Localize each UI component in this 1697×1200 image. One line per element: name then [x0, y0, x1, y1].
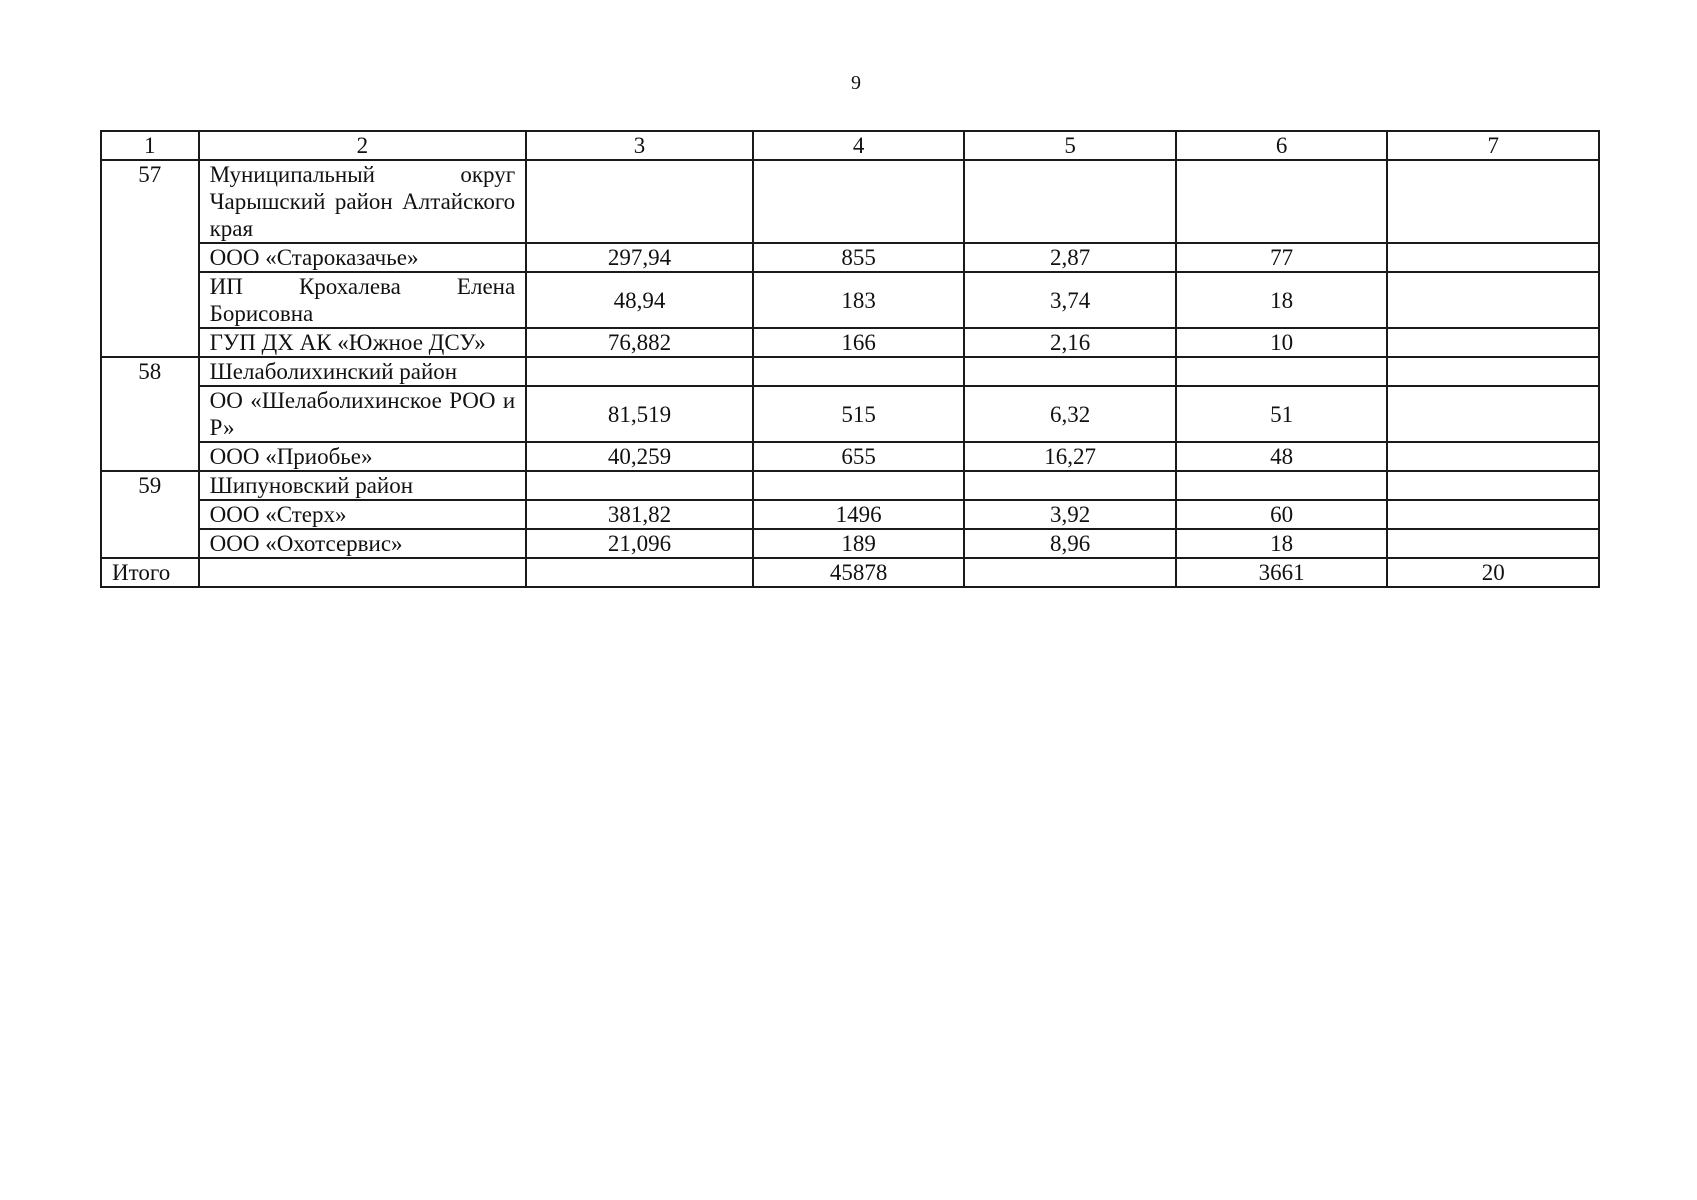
row-number: 57 [101, 160, 199, 357]
table-cell [1387, 442, 1599, 471]
table-cell: 40,259 [526, 442, 753, 471]
header-row [101, 131, 1599, 160]
table-row [101, 529, 1599, 558]
table-cell: 297,94 [526, 243, 753, 272]
table-row [101, 471, 1599, 500]
table-cell: 76,882 [526, 328, 753, 357]
header-cell: 4 [753, 131, 965, 160]
header-cell: 5 [964, 131, 1176, 160]
table-cell: 18 [1176, 529, 1388, 558]
table-row [101, 328, 1599, 357]
district-name: Шелаболихинский район [199, 357, 527, 386]
data-table [100, 130, 1600, 588]
table-cell: 3,74 [964, 272, 1176, 328]
organization-name: ГУП ДХ АК «Южное ДСУ» [199, 328, 527, 357]
table-cell [1176, 471, 1388, 500]
table-cell: 51 [1176, 386, 1388, 442]
table-cell: 6,32 [964, 386, 1176, 442]
district-name: Шипуновский район [199, 471, 527, 500]
district-name: Муниципальный округ Чарышский район Алтайского края [199, 160, 527, 243]
organization-name: ООО «Староказачье» [199, 243, 527, 272]
table-cell: 2,16 [964, 328, 1176, 357]
table-cell: 381,82 [526, 500, 753, 529]
table-row [101, 243, 1599, 272]
table-row [101, 272, 1599, 328]
table-cell [526, 357, 753, 386]
table-cell [1387, 386, 1599, 442]
table-cell: 2,87 [964, 243, 1176, 272]
table-cell [199, 558, 527, 587]
table-row [101, 500, 1599, 529]
table-cell [964, 160, 1176, 243]
row-number: 58 [101, 357, 199, 471]
table-row [101, 160, 1599, 243]
total-value: 45878 [753, 558, 965, 587]
total-value: 20 [1387, 558, 1599, 587]
table-cell: 183 [753, 272, 965, 328]
table-cell [526, 558, 753, 587]
table-cell [753, 471, 965, 500]
table-cell: 8,96 [964, 529, 1176, 558]
table-row [101, 357, 1599, 386]
header-cell: 6 [1176, 131, 1388, 160]
header-cell: 7 [1387, 131, 1599, 160]
table-cell [1176, 160, 1388, 243]
table-cell: 3,92 [964, 500, 1176, 529]
table-cell: 855 [753, 243, 965, 272]
total-row [101, 558, 1599, 587]
table-cell: 655 [753, 442, 965, 471]
table-cell: 16,27 [964, 442, 1176, 471]
table-cell: 48 [1176, 442, 1388, 471]
table-row [101, 442, 1599, 471]
table-cell [753, 160, 965, 243]
page-number: 9 [851, 72, 861, 94]
table-cell: 515 [753, 386, 965, 442]
organization-name: ОО «Шелаболихинское РОО и Р» [199, 386, 527, 442]
table-cell [964, 558, 1176, 587]
total-value: 3661 [1176, 558, 1388, 587]
row-number: 59 [101, 471, 199, 558]
table-cell [1387, 500, 1599, 529]
organization-name: ООО «Стерх» [199, 500, 527, 529]
table-cell: 189 [753, 529, 965, 558]
table-cell [1387, 243, 1599, 272]
table-cell: 10 [1176, 328, 1388, 357]
table-cell: 166 [753, 328, 965, 357]
table-cell [1176, 357, 1388, 386]
header-cell: 3 [526, 131, 753, 160]
table-cell [526, 471, 753, 500]
header-cell: 1 [101, 131, 199, 160]
header-cell: 2 [199, 131, 527, 160]
table-cell [1387, 272, 1599, 328]
table-cell: 81,519 [526, 386, 753, 442]
table-cell [1387, 357, 1599, 386]
table-cell [1387, 160, 1599, 243]
table-row [101, 386, 1599, 442]
table-cell [964, 471, 1176, 500]
table-cell: 48,94 [526, 272, 753, 328]
total-label: Итого [101, 558, 199, 587]
table-cell [1387, 529, 1599, 558]
table-cell: 60 [1176, 500, 1388, 529]
table-cell [1387, 471, 1599, 500]
organization-name: ООО «Приобье» [199, 442, 527, 471]
table-cell [753, 357, 965, 386]
table-cell: 21,096 [526, 529, 753, 558]
organization-name: ИП Крохалева Елена Борисовна [199, 272, 527, 328]
organization-name: ООО «Охотсервис» [199, 529, 527, 558]
table-cell: 77 [1176, 243, 1388, 272]
table-cell [964, 357, 1176, 386]
table-cell [1387, 328, 1599, 357]
table-cell [526, 160, 753, 243]
table-cell: 1496 [753, 500, 965, 529]
table-cell: 18 [1176, 272, 1388, 328]
